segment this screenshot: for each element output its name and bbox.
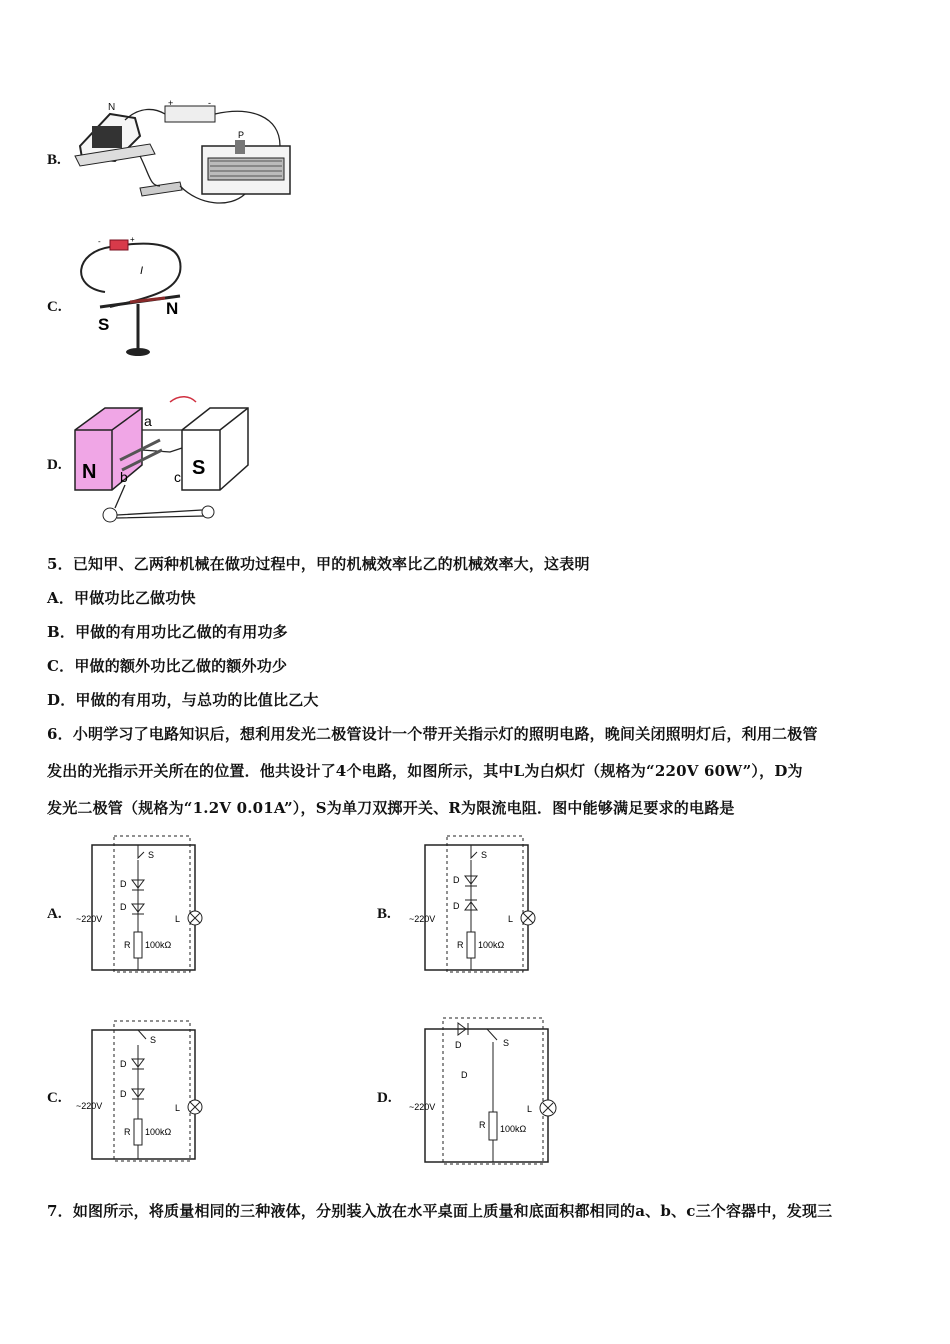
q5-stem: 5．已知甲、乙两种机械在做功过程中，甲的机械效率比乙的机械效率大，这表明 <box>47 555 590 573</box>
q6-a-switch-label: S <box>148 850 155 860</box>
q5-option-b: B．甲做的有用功比乙做的有用功多 <box>47 623 288 641</box>
q4-option-d-label: D. <box>47 457 62 473</box>
q4-d-c-label: c <box>174 469 181 485</box>
q4-d-s-pole: S <box>192 457 206 479</box>
q6-circuit-d-label: D. <box>377 1090 392 1106</box>
q4-option-b-figure <box>70 96 295 214</box>
q6-c-switch-label: S <box>150 1035 157 1045</box>
q6-d-r-label: R <box>479 1120 486 1130</box>
q6-a-d2-label: D <box>120 902 127 912</box>
q6-b-voltage: ~220V <box>409 914 436 924</box>
q6-b-lamp-label: L <box>508 914 514 924</box>
q6-b-d2-label: D <box>453 901 460 911</box>
q6-b-switch-label: S <box>481 850 488 860</box>
q6-a-lamp-label: L <box>175 914 181 924</box>
q7-stem: 7．如图所示，将质量相同的三种液体，分别装入放在水平桌面上质量和底面积都相同的a、b、c三个容器中，发现三 <box>47 1202 833 1220</box>
q4-d-b-label: b <box>120 469 128 485</box>
q4-option-c-figure <box>70 232 200 362</box>
q6-a-r-label: R <box>124 940 131 950</box>
svg-text:+: + <box>168 98 174 108</box>
q6-b-resistor-value: 100kΩ <box>478 940 505 950</box>
svg-text:+: + <box>130 235 135 244</box>
svg-text:N: N <box>108 102 116 113</box>
q6-stem-line-2: 发出的光指示开关所在的位置．他共设计了4个电路，如图所示，其中L为白炽灯（规格为“220V 60W”），D为 <box>47 762 803 780</box>
q4-d-a-label: a <box>144 413 152 429</box>
q6-stem-line-1: 6．小明学习了电路知识后，想利用发光二极管设计一个带开关指示灯的照明电路，晚间关闭照明灯后，利用二极管 <box>47 725 818 743</box>
q6-stem-line-3: 发光二极管（规格为“1.2V 0.01A”），S为单刀双掷开关、R为限流电阻．图中能够满足要求的电路是 <box>47 799 735 817</box>
q6-circuit-b-label: B. <box>377 906 391 922</box>
q6-d-lamp-label: L <box>527 1104 533 1114</box>
q6-circuit-b <box>403 830 553 980</box>
q6-a-voltage: ~220V <box>76 914 103 924</box>
q6-circuit-a <box>70 830 220 980</box>
q4-c-n-pole: N <box>166 299 179 318</box>
q6-d-resistor-value: 100kΩ <box>500 1124 527 1134</box>
q6-circuit-d <box>403 1012 563 1172</box>
q5-option-c: C．甲做的额外功比乙做的额外功少 <box>47 657 288 675</box>
q4-option-c-label: C. <box>47 299 62 315</box>
svg-text:-: - <box>208 98 211 108</box>
q6-a-resistor-value: 100kΩ <box>145 940 172 950</box>
q6-b-d1-label: D <box>453 875 460 885</box>
q6-c-d1-label: D <box>120 1059 127 1069</box>
q4-option-d-figure <box>70 390 255 530</box>
q6-c-resistor-value: 100kΩ <box>145 1127 172 1137</box>
svg-text:-: - <box>98 237 101 246</box>
q6-a-d1-label: D <box>120 879 127 889</box>
q6-d-d1-label: D <box>455 1040 462 1050</box>
q6-circuit-a-label: A. <box>47 906 62 922</box>
q6-c-r-label: R <box>124 1127 131 1137</box>
q6-c-d2-label: D <box>120 1089 127 1099</box>
q4-c-s-pole: S <box>98 315 110 334</box>
q6-b-r-label: R <box>457 940 464 950</box>
q6-c-lamp-label: L <box>175 1103 181 1113</box>
q6-d-d2-label: D <box>461 1070 468 1080</box>
q6-d-switch-label: S <box>503 1038 510 1048</box>
q6-circuit-c-label: C. <box>47 1090 62 1106</box>
q6-c-voltage: ~220V <box>76 1101 103 1111</box>
q6-circuit-c <box>70 1015 220 1170</box>
q4-d-n-pole: N <box>82 461 97 483</box>
q5-option-a: A．甲做功比乙做功快 <box>47 589 196 607</box>
q5-option-d: D．甲做的有用功，与总功的比值比乙大 <box>47 691 319 709</box>
q4-c-current-label: I <box>140 265 144 277</box>
q4-option-b-label: B. <box>47 152 61 168</box>
svg-text:P: P <box>238 130 245 140</box>
q6-d-voltage: ~220V <box>409 1102 436 1112</box>
